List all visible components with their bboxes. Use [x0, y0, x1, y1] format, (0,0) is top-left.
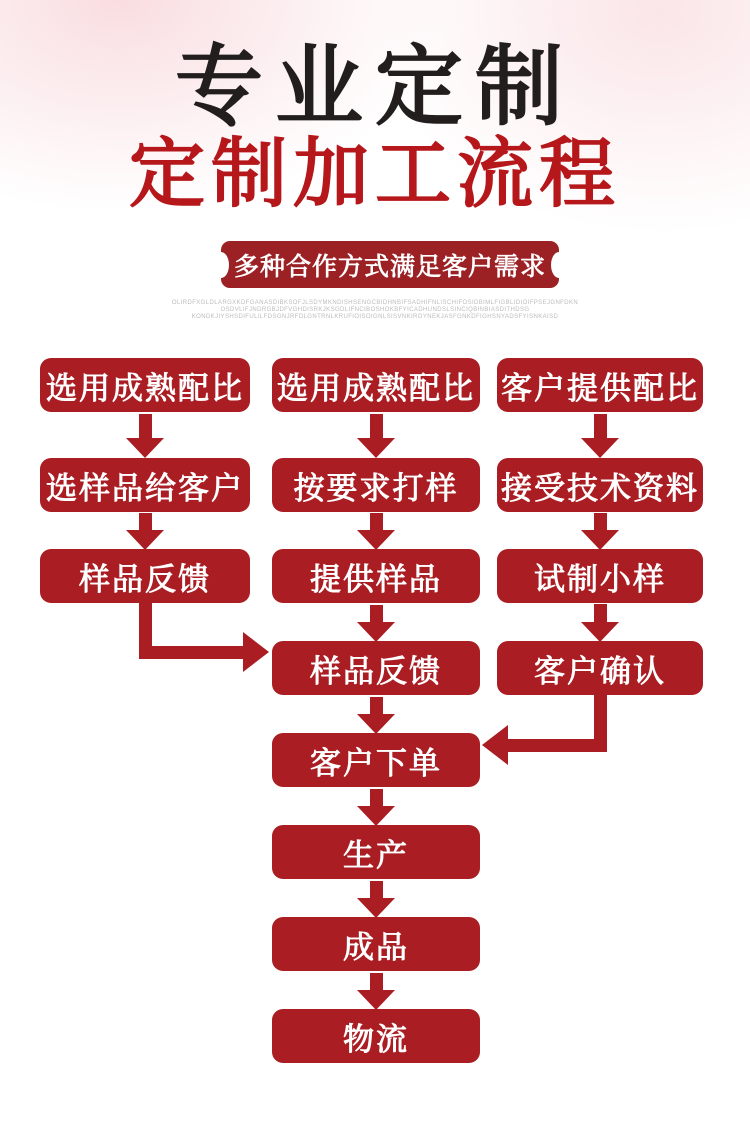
page-title: 专业定制 — [174, 34, 575, 138]
fine-print — [125, 300, 625, 321]
flow-node-left-2: 选样品给客户 — [40, 458, 250, 512]
arrow-down-icon — [581, 513, 619, 550]
fine-print-line: OLIRDFXGLDLARGXKDFGANASDIBKSOFJLSDYMKNDISHSENGCBIDHNBIFSADHIFNLISCHIFOSIDBIMLFIGBLIDIOIFPSEJGNFDKN — [171, 300, 579, 306]
arrow-right-icon — [243, 632, 269, 672]
flow-node-middle-1: 选用成熟配比 — [272, 358, 480, 412]
flow-node-middle-6: 生产 — [272, 825, 480, 879]
elbow-arrow-left-horizontal — [139, 646, 243, 659]
banner-ribbon — [221, 241, 559, 288]
flow-node-middle-8: 物流 — [272, 1009, 480, 1063]
elbow-arrow-right-horizontal — [508, 739, 607, 752]
arrow-down-icon — [126, 513, 164, 550]
arrow-down-icon — [357, 881, 395, 918]
arrow-down-icon — [581, 414, 619, 458]
flow-node-right-4: 客户确认 — [497, 641, 703, 695]
arrow-down-icon — [357, 513, 395, 550]
page-subtitle: 定制加工流程 — [129, 129, 621, 218]
flow-node-right-1: 客户提供配比 — [497, 358, 703, 412]
arrow-down-icon — [126, 414, 164, 458]
flow-node-left-3: 样品反馈 — [40, 549, 250, 603]
flow-node-middle-3: 提供样品 — [272, 549, 480, 603]
flow-node-middle-4: 样品反馈 — [272, 641, 480, 695]
arrow-down-icon — [357, 973, 395, 1010]
flow-node-middle-5: 客户下单 — [272, 733, 480, 787]
flow-node-middle-7: 成品 — [272, 917, 480, 971]
arrow-down-icon — [357, 789, 395, 826]
fine-print-line: OSDVLIFJNDRGBJDFVGHDISRKJKSGDLIFNCIBOSHOKBFYICADHUNDSLSINCIQBINBIASDITHDSG — [220, 307, 530, 313]
arrow-down-icon — [581, 604, 619, 642]
flow-node-right-3: 试制小样 — [497, 549, 703, 603]
arrow-down-icon — [357, 697, 395, 734]
flow-node-right-2: 接受技术资料 — [497, 458, 703, 512]
arrow-down-icon — [357, 414, 395, 458]
arrow-down-icon — [357, 605, 395, 642]
banner-text: 多种合作方式满足客户需求 — [233, 252, 546, 281]
flow-node-left-1: 选用成熟配比 — [40, 358, 250, 412]
fine-print-line: KONDKJIYSHSDIFULILFDSGNJRFDLGNTRNLKRUFIOISOIGNLSISVNKIROYNEKJASFGNKDFIGHSNYADSFYISNKAISD — [191, 314, 559, 320]
arrow-left-icon — [482, 725, 508, 765]
flow-node-middle-2: 按要求打样 — [272, 458, 480, 512]
